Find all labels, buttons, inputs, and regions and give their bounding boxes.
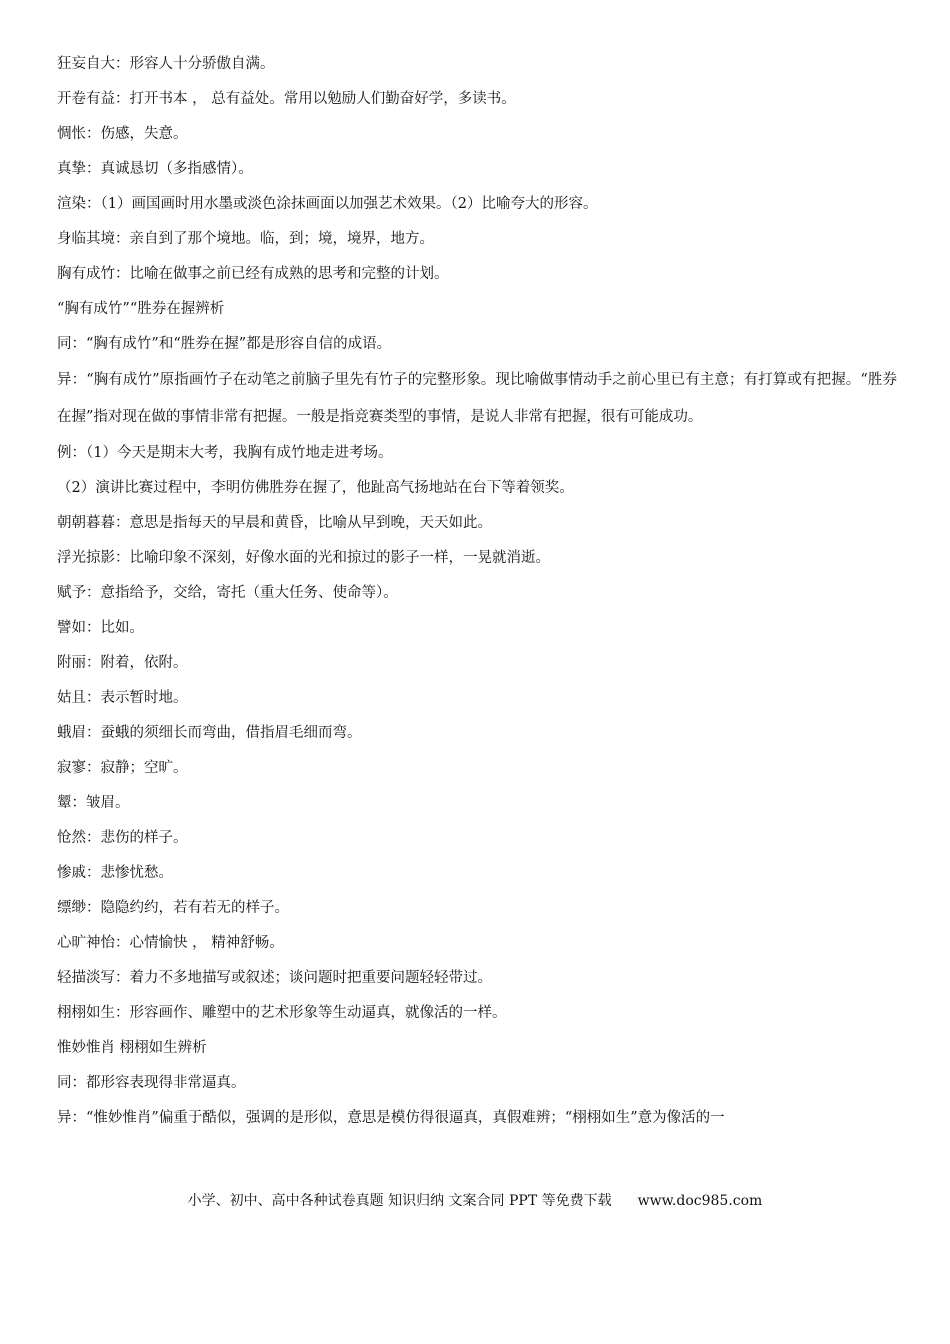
entry-emei: 蛾眉：蚕蛾的须细长而弯曲，借指眉毛细而弯。: [57, 725, 362, 741]
entry-xuanran: 渲染：（1）画国画时用水墨或淡色涂抹画面以加强艺术效果。（2）比喻夸大的形容。: [57, 196, 598, 212]
entry-jiliao: 寂寥：寂静；空旷。: [57, 760, 188, 776]
entry-yi-1-paragraph: 异：“胸有成竹”原指画竹子在动笔之前脑子里先有竹子的完整形象。现比喻做事情动手之前心里已有主意；有打算或有把握。“胜券在握”指对现在做的事情非常有把握。一般是指竞赛类型的事情，是说人非常有把握，很有可能成功。: [57, 372, 897, 425]
entry-fuli: 附丽：附着，依附。: [57, 655, 188, 671]
entry-fuguang: 浮光掠影：比喻印象不深刻，好像水面的光和掠过的影子一样，一晃就消逝。: [57, 550, 550, 566]
example-2: （2）演讲比赛过程中，李明仿佛胜券在握了，他趾高气扬地站在台下等着领奖。: [57, 480, 574, 496]
entry-xiongyou: 胸有成竹：比喻在做事之前已经有成熟的思考和完整的计划。: [57, 266, 449, 282]
document-body: [57, 47, 897, 1136]
entry-tong-2: 同：都形容表现得非常逼真。: [57, 1075, 246, 1091]
example-1: 例：（1）今天是期末大考，我胸有成竹地走进考场。: [57, 445, 393, 461]
entry-guqie: 姑且：表示暂时地。: [57, 690, 188, 706]
section-heading-xiongyou-bianxi: “胸有成竹”“胜券在握辨析: [57, 301, 225, 317]
entry-xinkuang: 心旷神怡：心情愉快 ， 精神舒畅。: [57, 935, 284, 951]
entry-xuxu: 栩栩如生：形容画作、雕塑中的艺术形象等生动逼真，就像活的一样。: [57, 1005, 507, 1021]
entry-piaomiao: 缥缈：隐隐约约，若有若无的样子。: [57, 900, 289, 916]
entry-kaijuan: 开卷有益：打开书本 ， 总有益处。常用以勉励人们勤奋好学，多读书。: [57, 91, 516, 107]
entry-fuyu: 赋予：意指给予，交给，寄托（重大任务、使命等）。: [57, 585, 398, 601]
entry-zhaozhao: 朝朝暮暮：意思是指每天的早晨和黄昏，比喻从早到晚，天天如此。: [57, 515, 492, 531]
section-heading-weimiao-bianxi: 惟妙惟肖 栩栩如生辨析: [57, 1040, 207, 1056]
entry-zhenzhi: 真挚：真诚恳切（多指感情）。: [57, 161, 253, 177]
entry-pin: 颦：皱眉。: [57, 795, 130, 811]
entry-qingmiao: 轻描淡写：着力不多地描写或叙述；谈问题时把重要问题轻轻带过。: [57, 970, 492, 986]
entry-chouchang: 惆怅：伤感，失意。: [57, 126, 188, 142]
entry-canqi: 惨戚：悲惨忧愁。: [57, 865, 173, 881]
entry-shenlin: 身临其境：亲自到了那个境地。临，到；境，境界，地方。: [57, 231, 434, 247]
entry-yi-2: 异：“惟妙惟肖”偏重于酷似，强调的是形似，意思是模仿得很逼真，真假难辨；“栩栩如生”意为像活的一: [57, 1110, 725, 1126]
footer-text: 小学、初中、高中各种试卷真题 知识归纳 文案合同 PPT 等免费下载: [187, 1193, 612, 1209]
entry-kuangwang: 狂妄自大：形容人十分骄傲自满。: [57, 56, 275, 72]
footer-url-link[interactable]: www.doc985.com: [637, 1193, 763, 1209]
entry-tong-1: 同：“胸有成竹”和“胜券在握”都是形容自信的成语。: [57, 336, 392, 352]
entry-piru: 譬如：比如。: [57, 620, 144, 636]
entry-chuangran: 怆然：悲伤的样子。: [57, 830, 188, 846]
page-footer: [0, 1189, 950, 1213]
